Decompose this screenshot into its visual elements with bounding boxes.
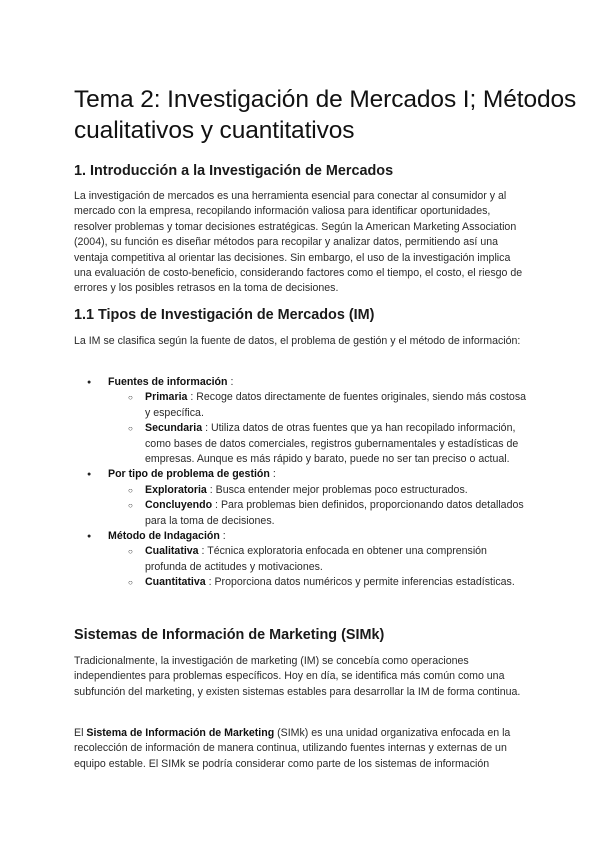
list-item-label: Fuentes de información [108,376,228,388]
sub-list [108,390,530,467]
list-item-label: Método de Indagación [108,530,220,543]
im-types-list [74,375,530,591]
list-item: ● Por tipo de problema de gestión : ○ Exploratoria : Busca entender mejor problemas poco estructurados. ○ Concluyendo : Para problemas bien definidos, proporcionando datos detallados para la toma de decisiones. [74,467,530,529]
list-item: ○ Cualitativa : Técnica exploratoria enfocada en obtener una comprensión profunda de actitudes y motivaciones. [108,544,530,575]
list-item: ○ Concluyendo : Para problemas bien definidos, proporcionando datos detallados para la toma de decisiones. [108,498,530,529]
list-item: ● Método de Indagación : ○ Cualitativa : Técnica exploratoria enfocada en obtener una comprensión profunda de actitudes y motivaciones. ○ Cuantitativa : Proporciona datos numéricos y permite inferencias estadísticas. [74,529,530,591]
section-1-heading: 1. Introducción a la Investigación de Mercados [74,163,394,179]
section-1-1-intro: La IM se clasifica según la fuente de datos, el problema de gestión y el método de información: [74,335,521,347]
list-item-label: Por tipo de problema de gestión [108,468,270,481]
list-item: ● Fuentes de información : ○ Primaria : Recoge datos directamente de fuentes originales, siendo más costosa y específica. ○ Secundaria : Utiliza datos de otras fuentes que ya han recopilado información, como bases de datos comerciales, registros gubernamentales y estadísticas de empresas. Aunque es más rápido y barato, puede no ser tan preciso o actual. [74,375,530,467]
simk-term: Sistema de Información de Marketing [86,727,275,739]
list-item: ○ Secundaria : Utiliza datos de otras fuentes que ya han recopilado información, como bases de datos comerciales, registros gubernamentales y estadísticas de empresas. Aunque es más rápido y barato, puede no ser tan preciso o actual. [108,421,530,467]
sub-list [108,544,530,590]
list-item: ○ Primaria : Recoge datos directamente de fuentes originales, siendo más costosa y específica. [108,390,530,421]
list-item: ○ Exploratoria : Busca entender mejor problemas poco estructurados. [108,483,530,498]
page-title: Tema 2: Investigación de Mercados I; Métodos cualitativos y cuantitativos [74,86,577,144]
section-1-paragraph: La investigación de mercados es una herramienta esencial para conectar al consumidor y al mercado con la empresa, recopilando información valiosa para identificar oportunidades, resolver problemas y tomar decisiones estratégicas. Según la American Marketing Association (2004), su función es diseñar métodos para recopilar y analizar datos, permitiendo así una ventaja competitiva al orientar las decisiones. Sin embargo, el uso de la investigación implica una evaluación de costo-beneficio, considerando factores como el tiempo, el costo, el riesgo de errores y los posibles retrasos en la toma de decisiones. [74,190,523,295]
simk-paragraph-2: El Sistema de Información de Marketing (SIMk) es una unidad organizativa enfocada en la recolección de información de manera continua, utilizando fuentes internas y externas de un equipo estable. El SIMk se podría considerar como parte de los sistemas de información [74,727,511,770]
list-item: ○ Cuantitativa : Proporciona datos numéricos y permite inferencias estadísticas. [108,575,530,590]
section-1-1-heading: 1.1 Tipos de Investigación de Mercados (IM) [74,307,375,323]
simk-paragraph-1: Tradicionalmente, la investigación de marketing (IM) se concebía como operaciones independientes para problemas específicos. Hoy en día, se identifica más común como una subfunción del marketing, y existen sistemas estables para desarrollar la IM de forma continua. [74,655,521,698]
simk-heading: Sistemas de Información de Marketing (SIMk) [74,627,385,643]
sub-list [108,483,530,529]
